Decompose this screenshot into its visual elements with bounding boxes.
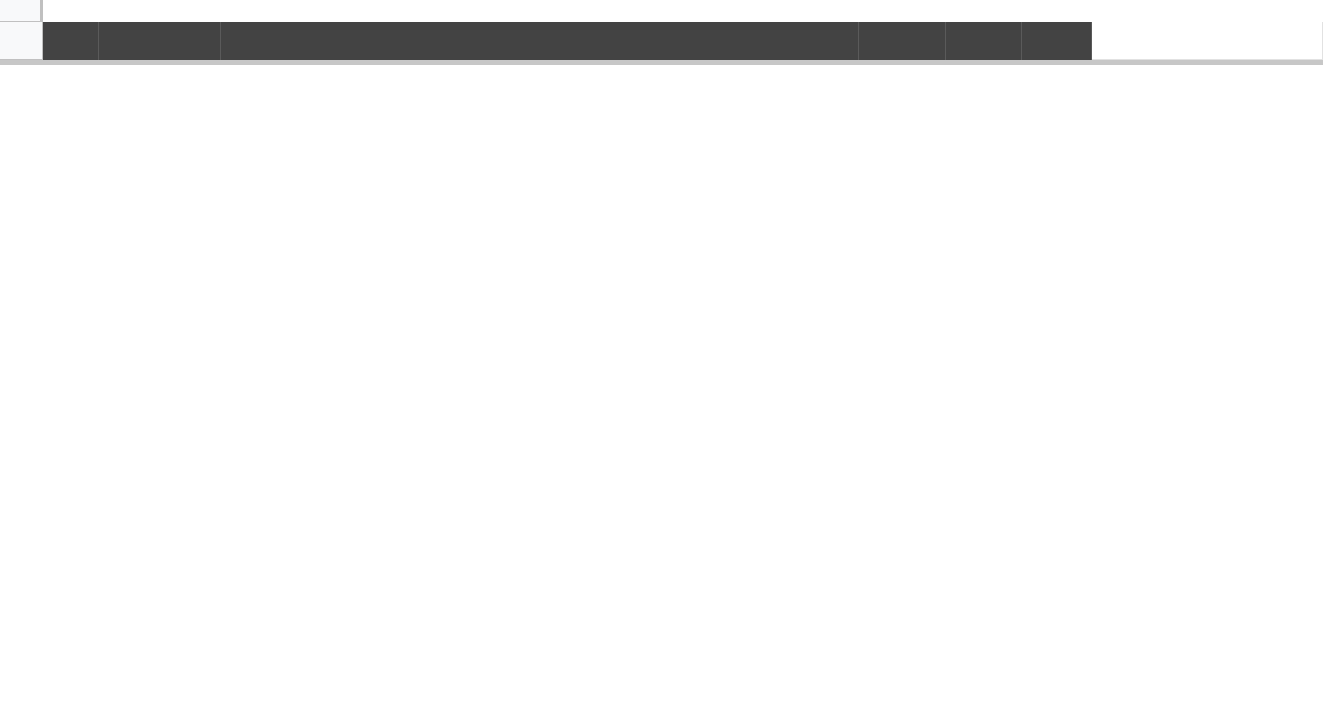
freeze-divider[interactable] [0,60,1323,65]
row-number[interactable] [0,22,43,60]
header-to[interactable] [1022,22,1092,60]
empty-header-cells[interactable] [1092,22,1323,60]
header-code[interactable] [43,22,99,60]
header-text[interactable] [221,22,859,60]
header-speaker[interactable] [99,22,221,60]
header-stage-directions[interactable] [859,22,946,60]
header-char-count[interactable] [946,22,1022,60]
select-all-corner[interactable] [0,0,43,22]
